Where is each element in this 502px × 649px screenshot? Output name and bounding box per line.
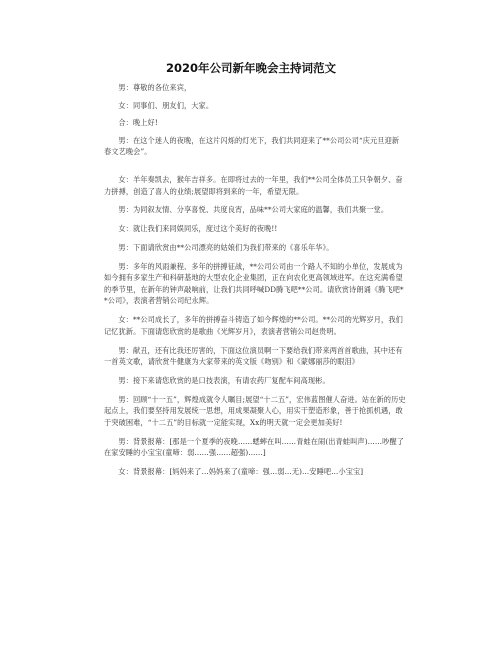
document-body <box>104 82 406 478</box>
paragraph-14: 男：背景报幕：[那是一个夏季的夜晚……蟋蟀在叫……青蛙在闹(出青蛙叫声)……吵醒了在家安睡的小宝宝(童啼：弱……强……超强)……] <box>104 436 405 458</box>
paragraph-6: 男：为同叙友情、分享喜悦、共度良宵，品味**公司大家庭的温馨，我们共聚一堂。 <box>118 205 389 215</box>
paragraph-10: 女：**公司成长了，多年的拼搏奋斗铸造了如今辉煌的**公司。**公司的光辉岁月，我们记忆犹新。下面请您欣赏的是歌曲《光辉岁月》，表演者营销公司赵贵明。 <box>104 315 403 336</box>
paragraph-8: 男：下面请欣赏由**公司漂亮的姑娘们为我们带来的《喜乐年华》。 <box>118 242 334 252</box>
paragraph-2: 女：同事们、朋友们，大家。 <box>118 100 214 110</box>
paragraph-1: 男：尊敬的各位来宾， <box>118 83 192 92</box>
paragraph-3: 合：晚上好! <box>118 118 158 128</box>
document-title: 2020年公司新年晚会主持词范文 <box>165 61 336 75</box>
paragraph-11: 男：献丑，还有比我还厉害的，下面这位演员啊一下要给我们带来两首首歌曲，其中还有一首英文歌，请欣赏牛健康为大家带来的英文版《吻别》和《蒙娜丽莎的眼泪》 <box>104 345 403 367</box>
paragraph-13: 男：回顾“十一五”，辉煌成就令人瞩目;展望“十二五”，宏伟蓝图催人奋进。站在新的历史起点上，我们要坚持用发展统一思想，用成果凝聚人心，用实干塑造形象，善于抢抓机遇，敢于突破困难，“十二五”的目标就一定能实现，Xx的明天就一定会更加美好! <box>104 394 406 427</box>
paragraph-4: 男：在这个迷人的夜晚，在这片闪烁的灯光下，我们共同迎来了**公司公司“庆元旦迎新春文艺晚会”。 <box>104 135 400 157</box>
paragraph-7: 女：就让我们来同娱同乐，度过这个美好的夜晚!! <box>118 224 278 234</box>
paragraph-12: 男：接下来请您欣赏的是口技表演，有请农药厂复配车间高现彬。 <box>118 376 330 385</box>
paragraph-15: 女：背景报幕：[妈妈来了…妈妈来了(童啼：强…弱…无)…安睡吧…小宝宝] <box>118 467 364 477</box>
paragraph-5: 女：羊年奏凯去，猴年吉祥多。在即将过去的一年里，我们**公司全体员工只争朝夕、奋力拼搏，创造了喜人的业绩;展望即将到来的一年，希望无限。 <box>104 174 403 196</box>
paragraph-9: 男：多年的风雨兼程、多年的拼搏征战，**公司公司由一个路人不知的小单位，发展成为如今拥有多家生产和科研基地的大型农化企业集团，正在向农化更高领域进军。在这充满希望的季节里，在新年的钟声敲响前，让我们共同呼喊DD腾飞吧**公司。请欣赏诗朗诵《腾飞吧**公司》，表演者营销公司纪永辉。 <box>104 261 404 306</box>
